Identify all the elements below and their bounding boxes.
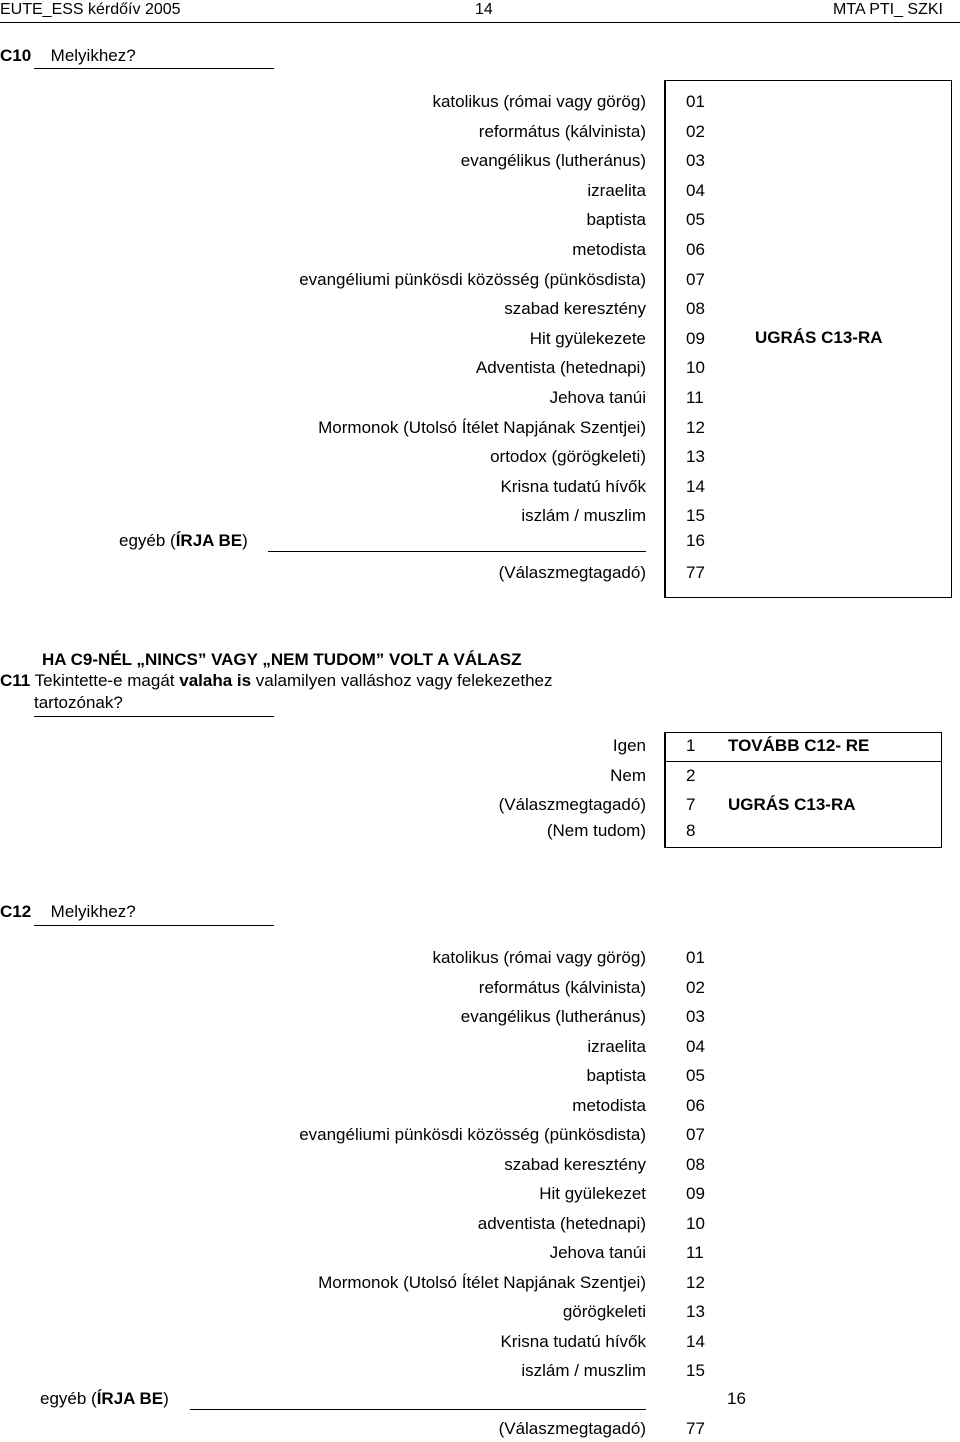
c12-other-code: 16: [727, 1389, 746, 1408]
option-code: 04: [686, 180, 705, 200]
option-code: 03: [686, 151, 705, 171]
option-code: 11: [686, 388, 704, 407]
header-rule: [0, 22, 960, 23]
option-label: iszlám / muszlim: [521, 506, 646, 526]
option-code: 09: [686, 1184, 705, 1203]
c12-refused-code: 77: [686, 1419, 705, 1438]
header-page-number: 14: [475, 1, 493, 18]
option-code: 13: [686, 1302, 705, 1321]
c10-other-code: 16: [686, 531, 705, 550]
option-label: Jehova tanúi: [549, 388, 646, 407]
option-code: 05: [686, 210, 705, 230]
c12-refused-label: (Válaszmegtagadó): [498, 1419, 646, 1438]
option-label: baptista: [586, 210, 646, 230]
option-code: 08: [686, 1154, 705, 1174]
option-label: katolikus (római vagy görög): [432, 92, 646, 111]
option-code: 14: [686, 476, 705, 496]
option-row: [0, 120, 960, 144]
option-row: [0, 208, 960, 232]
option-skip-instruction: UGRÁS C13-RA: [728, 795, 856, 814]
option-code: 1: [686, 736, 696, 755]
c10-other-row: [0, 529, 960, 553]
option-label: Hit gyülekezete: [529, 328, 646, 348]
option-row: [0, 1153, 960, 1177]
option-row: [0, 238, 960, 262]
option-code: 01: [686, 92, 705, 111]
option-row: [0, 976, 960, 1000]
option-label: evangélikus (lutheránus): [460, 151, 646, 171]
option-label: katolikus (római vagy görög): [432, 948, 646, 967]
c12-other-row: [0, 1387, 960, 1411]
option-row: [0, 1005, 960, 1029]
option-row: [0, 1241, 960, 1265]
option-label: református (kálvinista): [478, 977, 646, 997]
option-code: 07: [686, 269, 705, 289]
option-label: (Nem tudom): [546, 821, 646, 840]
c11-option-row: [0, 764, 960, 788]
c10-refused-label: (Válaszmegtagadó): [498, 563, 646, 582]
filter-instruction: HA C9-NÉL „NINCS” VAGY „NEM TUDOM” VOLT A VÁLASZ: [42, 650, 522, 669]
option-code: 2: [686, 766, 696, 785]
option-label: evangéliumi pünkösdi közösség (pünkösdista): [299, 269, 646, 289]
c12-question: Melyikhez?: [50, 902, 136, 921]
c11-option-row: [0, 793, 960, 817]
c11-option-row: [0, 819, 960, 843]
c11-question-line2: tartozónak?: [34, 693, 123, 712]
option-row: [0, 475, 960, 499]
option-label: ortodox (görögkeleti): [490, 447, 646, 467]
option-code: 7: [686, 795, 696, 814]
option-code: 8: [686, 821, 696, 840]
option-code: 04: [686, 1036, 705, 1056]
option-row: [0, 1094, 960, 1118]
option-code: 12: [686, 1272, 705, 1292]
option-label: Krisna tudatú hívők: [500, 476, 646, 496]
option-label: adventista (hetednapi): [477, 1213, 646, 1233]
c12-id: C12: [0, 902, 32, 921]
option-code: 10: [686, 1213, 705, 1233]
option-row: [0, 149, 960, 173]
option-code: 06: [686, 240, 705, 259]
c10-skip-instruction: UGRÁS C13-RA: [755, 328, 883, 347]
option-row: [0, 445, 960, 469]
c10-title: [0, 44, 136, 68]
option-label: Nem: [610, 766, 646, 785]
option-skip-instruction: TOVÁBB C12- RE: [728, 736, 870, 755]
option-label: Hit gyülekezet: [539, 1184, 646, 1203]
c10-refused-row: [0, 561, 960, 585]
option-label: evangéliumi pünkösdi közösség (pünkösdista): [299, 1125, 646, 1144]
option-code: 01: [686, 948, 705, 967]
option-code: 15: [686, 506, 705, 526]
option-label: Igen: [612, 736, 646, 755]
c11-question-underline: [34, 716, 274, 717]
option-code: 14: [686, 1331, 705, 1351]
option-row: [0, 1182, 960, 1206]
option-code: 09: [686, 328, 705, 348]
option-code: 06: [686, 1095, 705, 1115]
option-code: 02: [686, 977, 705, 997]
option-row: [0, 416, 960, 440]
option-label: (Válaszmegtagadó): [498, 795, 646, 814]
option-row: [0, 356, 960, 380]
option-row: [0, 1123, 960, 1147]
c10-question: Melyikhez?: [50, 46, 136, 65]
c10-id: C10: [0, 46, 32, 65]
option-row: [0, 268, 960, 292]
option-label: evangélikus (lutheránus): [460, 1007, 646, 1026]
option-label: szabad keresztény: [504, 299, 646, 319]
option-row: [0, 946, 960, 970]
option-label: baptista: [586, 1066, 646, 1085]
option-row: [0, 1064, 960, 1088]
option-label: szabad keresztény: [504, 1154, 646, 1174]
option-label: metodista: [572, 1095, 646, 1115]
c11-option-row: [0, 734, 960, 758]
c11-id: C11: [0, 671, 31, 690]
option-row: [0, 1271, 960, 1295]
c12-title: [0, 900, 136, 924]
header-right: MTA PTI_ SZKI: [833, 1, 943, 18]
c12-other-label: egyéb (ÍRJA BE): [40, 1389, 169, 1408]
option-code: 02: [686, 121, 705, 141]
c10-other-label: egyéb (ÍRJA BE): [119, 531, 248, 550]
option-label: izraelita: [587, 1036, 646, 1056]
option-label: Adventista (hetednapi): [475, 358, 646, 378]
option-label: görögkeleti: [562, 1302, 646, 1321]
option-row: [0, 1359, 960, 1383]
c12-other-write-in-line[interactable]: [190, 1409, 646, 1410]
c11-question: C11 Tekintette-e magát valaha is valamilyen valláshoz vagy felekezethez: [0, 671, 553, 690]
option-row: [0, 1300, 960, 1324]
option-row: [0, 1212, 960, 1236]
option-label: iszlám / muszlim: [521, 1361, 646, 1380]
option-label: Krisna tudatú hívők: [500, 1331, 646, 1351]
option-code: 12: [686, 417, 705, 437]
option-code: 13: [686, 447, 705, 467]
c12-refused-row: [0, 1417, 960, 1441]
c10-question-underline: [34, 68, 274, 69]
option-label: Mormonok (Utolsó Ítélet Napjának Szentjei): [318, 417, 646, 437]
option-label: metodista: [572, 240, 646, 259]
option-row: [0, 90, 960, 114]
option-label: Jehova tanúi: [549, 1243, 646, 1262]
option-code: 11: [686, 1243, 704, 1262]
option-label: izraelita: [587, 180, 646, 200]
c11-box-divider: [664, 761, 942, 762]
option-label: református (kálvinista): [478, 121, 646, 141]
option-code: 05: [686, 1066, 705, 1085]
option-row: [0, 1035, 960, 1059]
header-left: EUTE_ESS kérdőív 2005: [0, 1, 181, 18]
option-row: [0, 179, 960, 203]
c10-other-write-in-line[interactable]: [268, 551, 646, 552]
c10-refused-code: 77: [686, 563, 705, 582]
option-code: 03: [686, 1007, 705, 1026]
option-label: Mormonok (Utolsó Ítélet Napjának Szentjei): [318, 1272, 646, 1292]
option-row: [0, 1330, 960, 1354]
c12-question-underline: [34, 925, 274, 926]
option-row: [0, 386, 960, 410]
option-code: 15: [686, 1361, 705, 1380]
option-code: 08: [686, 299, 705, 319]
option-row: [0, 504, 960, 528]
option-code: 10: [686, 358, 705, 378]
option-code: 07: [686, 1125, 705, 1144]
option-row: [0, 297, 960, 321]
